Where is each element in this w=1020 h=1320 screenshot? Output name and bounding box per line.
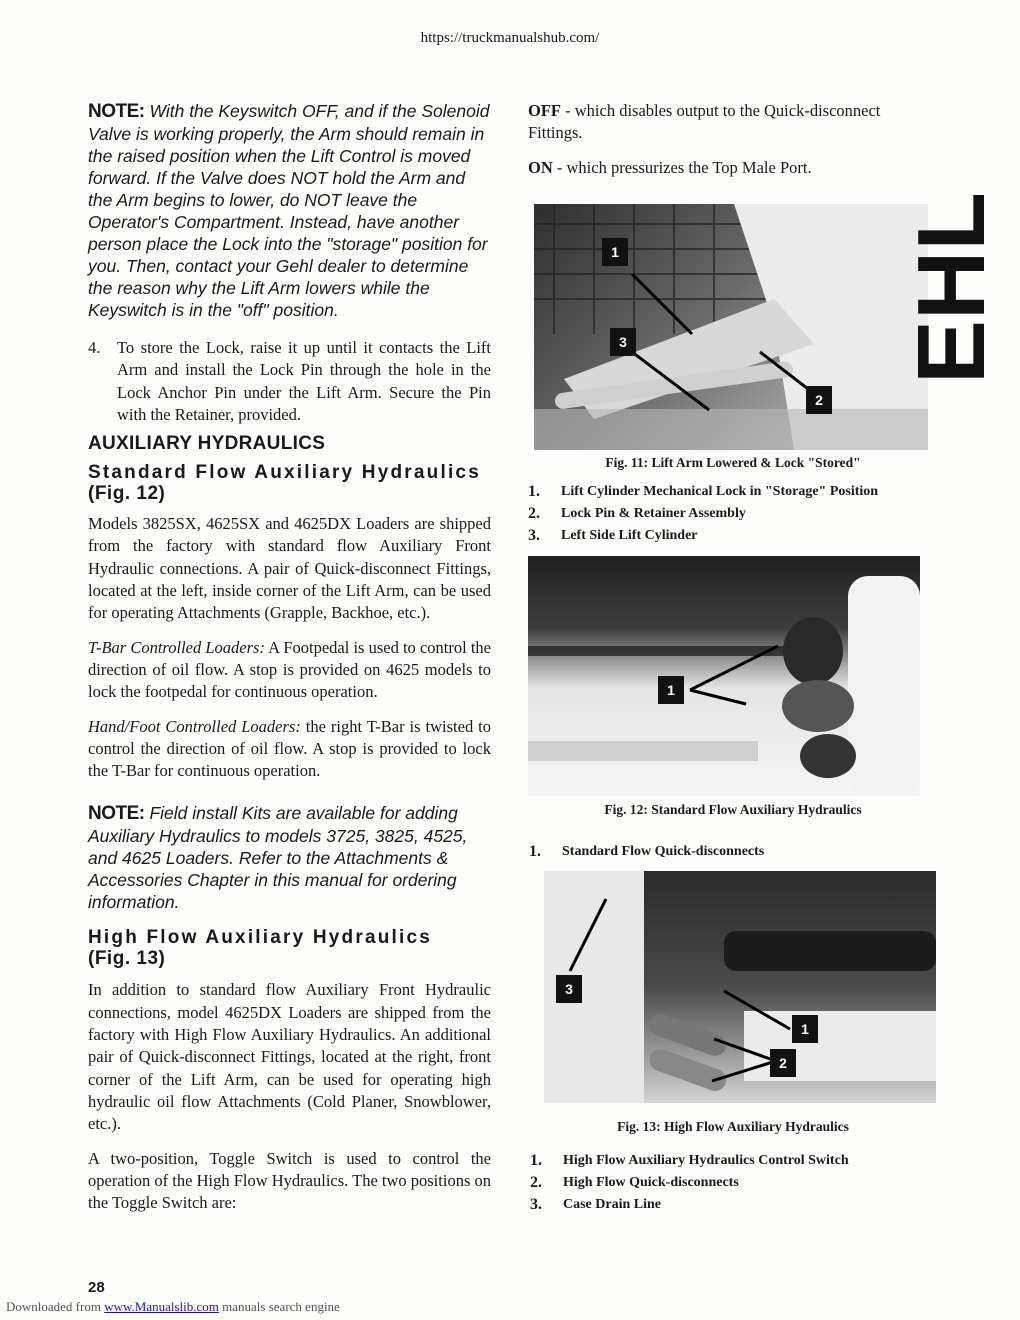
- heading-standard-flow-ref: (Fig. 12): [88, 483, 166, 505]
- heading-standard-flow: [88, 462, 491, 504]
- toggle-switch-paragraph: A two-position, Toggle Switch is used to control the operation of the High Flow Hydraulics. The two positions on the Toggle Switch are:: [88, 1148, 491, 1213]
- fig11-legend-item: 2. Lock Pin & Retainer Assembly: [528, 505, 746, 522]
- step-number: 4.: [88, 338, 101, 357]
- fig12-illustration: [528, 556, 920, 796]
- note-label: NOTE:: [88, 803, 145, 825]
- off-label: OFF: [528, 101, 561, 120]
- handfoot-text: the right T-Bar is twisted to control the direction of oil flow. A stop is provided to lock the T-Bar for continuous operation.: [88, 716, 491, 781]
- fig13-callout-2: 2: [770, 1049, 796, 1077]
- on-paragraph: [528, 157, 936, 179]
- note-text: Field install Kits are available for adding Auxiliary Hydraulics to models 3725, 3825, 4525, and 4625 Loaders. Refer to the Attachments & Accessories Chapter in this manual for ordering information.: [88, 803, 468, 913]
- footer-download-note: Downloaded from www.Manualslib.com manuals search engine: [6, 1299, 340, 1314]
- heading-high-flow-ref: (Fig. 13): [88, 948, 166, 970]
- heading-auxiliary-hydraulics: AUXILIARY HYDRAULICS: [88, 433, 326, 455]
- manualslib-link[interactable]: www.Manualslib.com: [104, 1299, 219, 1314]
- fig13-caption: Fig. 13: High Flow Auxiliary Hydraulics: [617, 1119, 849, 1134]
- fig13-callout-3: 3: [556, 975, 582, 1003]
- fig12-callout-1: 1: [658, 676, 684, 704]
- high-flow-paragraph: In addition to standard flow Auxiliary Front Hydraulic connections, model 4625DX Loaders are shipped from the factory with High Flow Auxiliary Hydraulics. An additional pair of Quick-disconnect Fittings, located at the right, front corner of the Lift Arm, can be used for operating high hydraulic oil flow Attachments (Cold Planer, Snowblower, etc.).: [88, 980, 491, 1134]
- fig11-illustration: [534, 192, 1005, 450]
- fig12-legend: [529, 841, 939, 863]
- fig13-callout-1: 1: [792, 1015, 818, 1043]
- fig12-caption: Fig. 12: Standard Flow Auxiliary Hydraulics: [604, 802, 862, 817]
- off-text: - which disables output to the Quick-disconnect Fittings.: [528, 101, 881, 143]
- standard-flow-paragraph: Models 3825SX, 4625SX and 4625DX Loaders are shipped from the factory with standard flow Auxiliary Front Hydraulic connections. A pair of Quick-disconnect Fittings, located at the left, inside corner of the Lift Arm, can be used for operating Attachments (Grapple, Backhoe, etc.).: [88, 514, 491, 623]
- heading-standard-flow-title: Standard Flow Auxiliary Hydraulics: [88, 462, 481, 484]
- step-4: [88, 337, 491, 426]
- tbar-text: A Footpedal is used to control the direction of oil flow. A stop is provided on 4625 models to lock the footpedal for continuous operation.: [88, 637, 491, 702]
- note-text: With the Keyswitch OFF, and if the Solenoid Valve is working properly, the Arm should remain in the raised position when the Lift Control is moved forward. If the Valve does NOT hold the Arm and the Arm begins to lower, do NOT leave the Operator's Compartment. Instead, have another person place the Lock into the "storage" position for you. Then, contact your Gehl dealer to determine the reason why the Lift Arm lowers while the Keyswitch is in the "off" position.: [88, 101, 490, 320]
- note-field-install: [88, 802, 491, 913]
- fig13-illustration: [544, 871, 936, 1103]
- fig13-legend-item: 1. High Flow Auxiliary Hydraulics Control Switch: [530, 1152, 849, 1169]
- fig11-photo: [534, 192, 1005, 450]
- fig13-photo: [544, 871, 936, 1103]
- handfoot-label: Hand/Foot Controlled Loaders:: [88, 716, 301, 736]
- on-text: - which pressurizes the Top Male Port.: [552, 158, 812, 177]
- page-number: 28: [88, 1279, 105, 1296]
- fig11-legend: [528, 481, 938, 547]
- fig13-legend: [530, 1150, 940, 1216]
- fig11-legend-item: 3. Left Side Lift Cylinder: [528, 527, 698, 544]
- left-column: [88, 100, 491, 1214]
- fig11-caption: Fig. 11: Lift Arm Lowered & Lock "Stored": [605, 455, 861, 470]
- handfoot-paragraph: [88, 716, 491, 783]
- fig11-brand-text: EHL: [898, 192, 1005, 384]
- fig12-legend-item: 1. Standard Flow Quick-disconnects: [529, 843, 765, 860]
- step-text: To store the Lock, raise it up until it contacts the Lift Arm and install the Lock Pin through the hole in the Lock Anchor Pin under the Lift Arm. Secure the Pin with the Retainer, provided.: [117, 338, 491, 424]
- heading-high-flow: [88, 927, 491, 969]
- fig11-callout-3: 3: [610, 328, 636, 356]
- fig12-photo: [528, 556, 920, 796]
- note-label: NOTE:: [88, 101, 145, 122]
- fig13-legend-item: 3. Case Drain Line: [530, 1196, 661, 1213]
- fig11-callout-1: 1: [602, 238, 628, 266]
- off-paragraph: [528, 100, 936, 145]
- on-label: ON: [528, 158, 553, 177]
- fig11-callout-2: 2: [806, 386, 832, 414]
- fig11-legend-item: 1. Lift Cylinder Mechanical Lock in "Storage" Position: [528, 483, 879, 500]
- heading-high-flow-title: High Flow Auxiliary Hydraulics: [88, 927, 433, 949]
- header-url: https://truckmanualshub.com/: [420, 30, 600, 46]
- tbar-label: T-Bar Controlled Loaders:: [88, 637, 265, 657]
- fig13-legend-item: 2. High Flow Quick-disconnects: [530, 1174, 739, 1191]
- tbar-paragraph: [88, 637, 491, 704]
- note-keyswitch: [88, 100, 491, 321]
